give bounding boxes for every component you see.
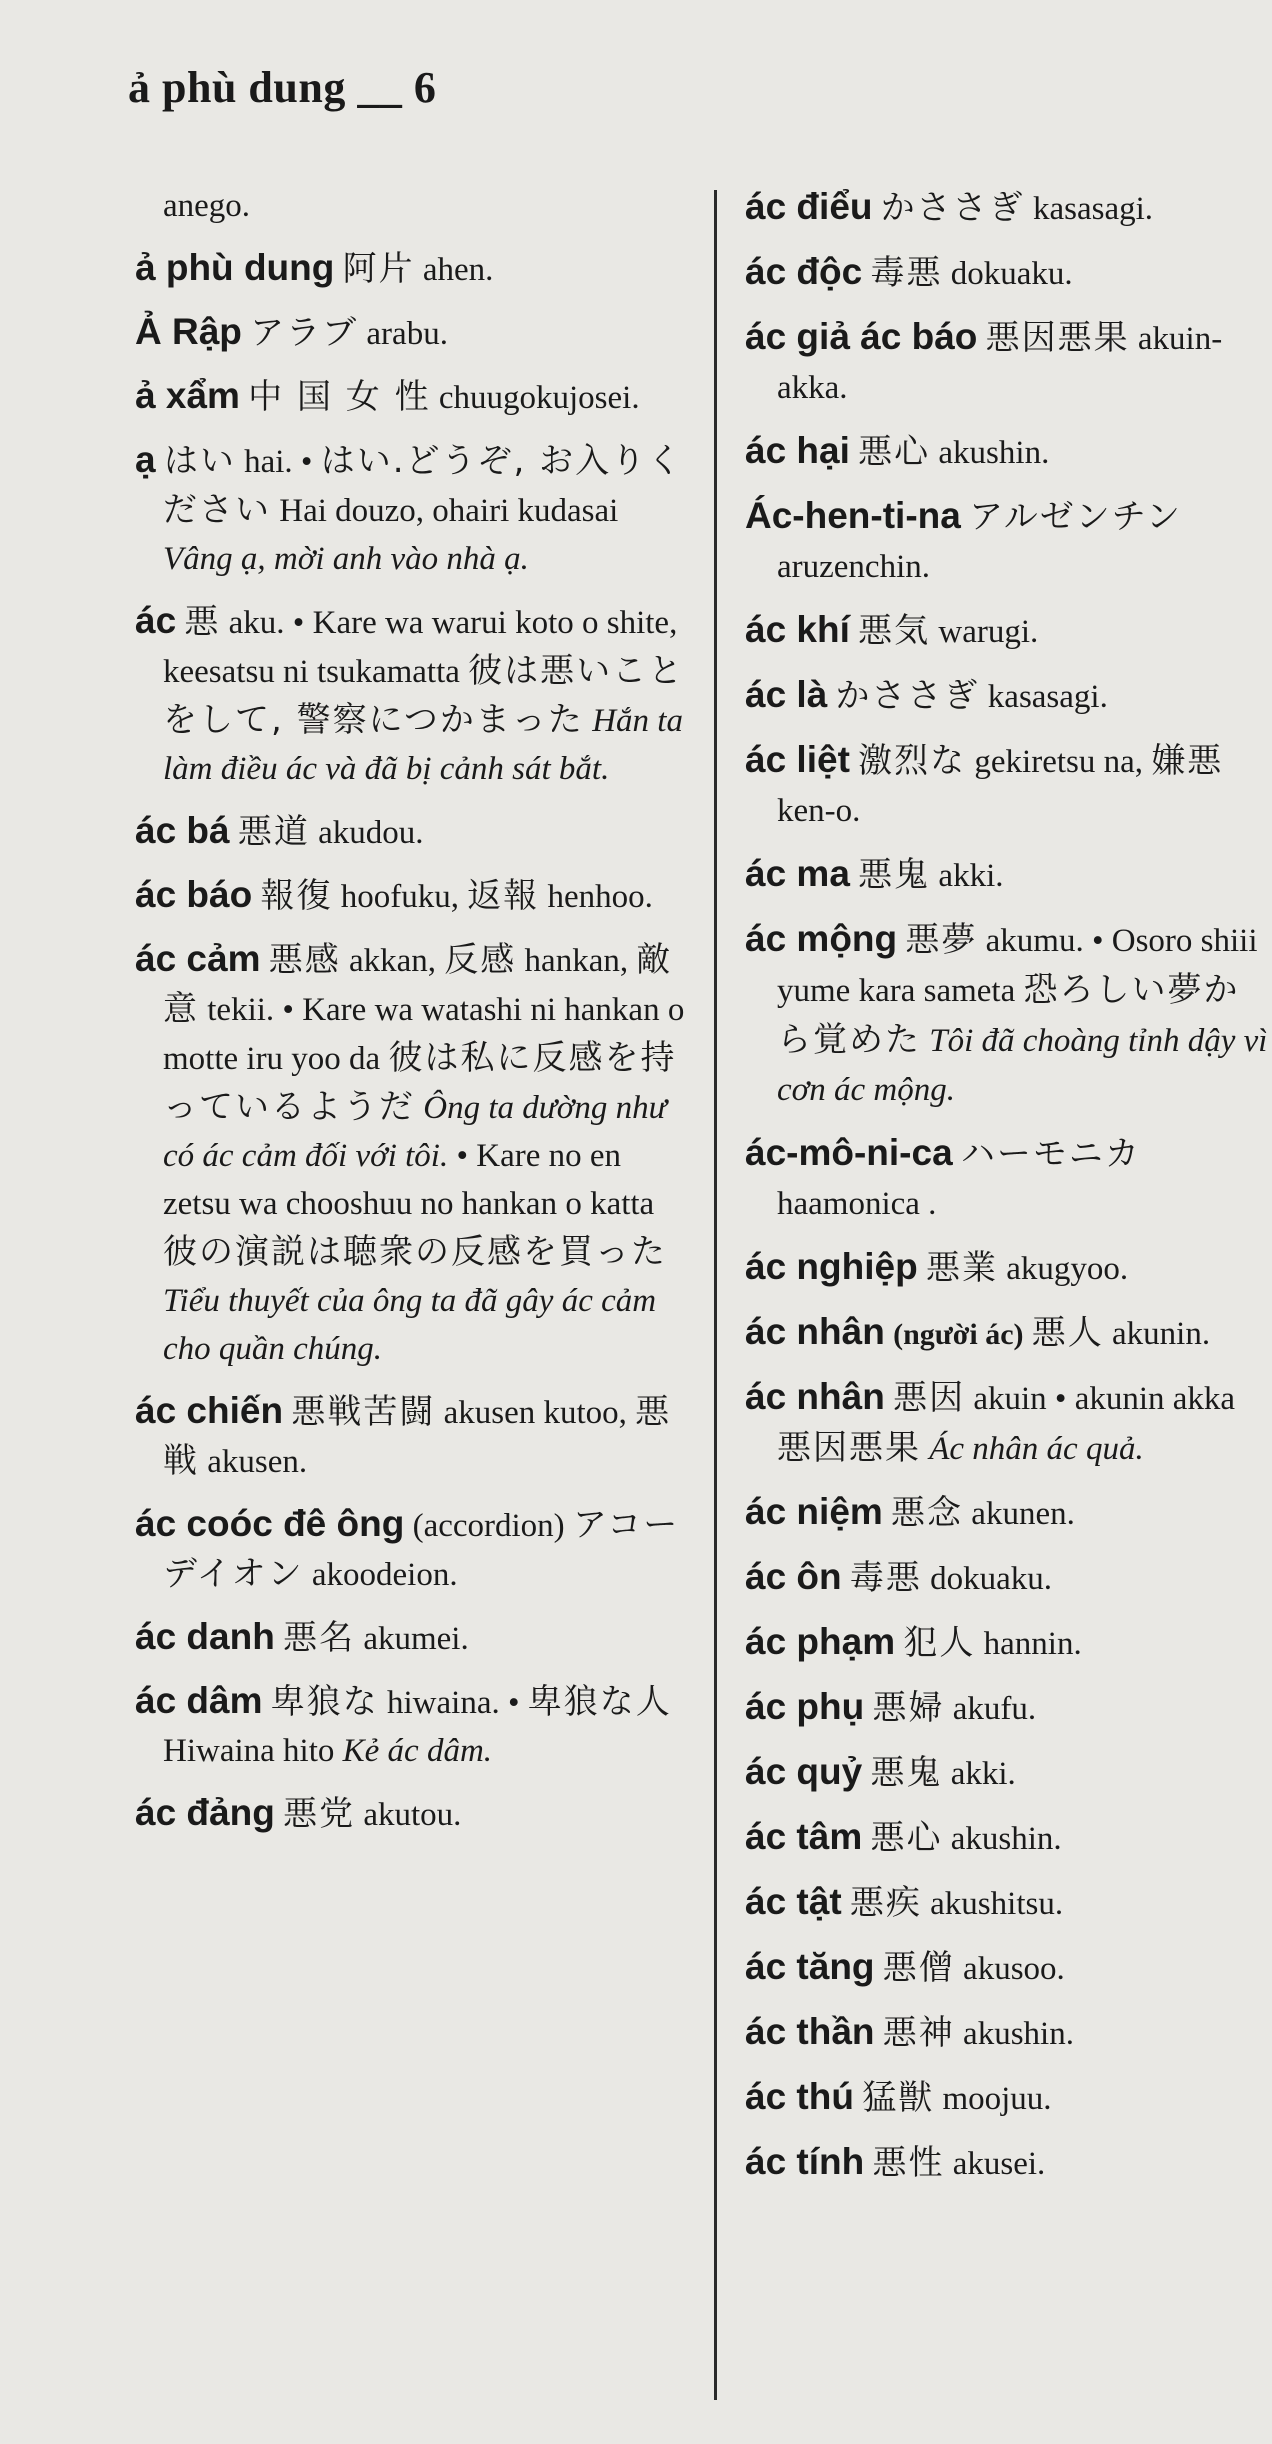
- romaji: akunin.: [1112, 1316, 1211, 1352]
- japanese: 猛獣: [862, 2078, 935, 2118]
- dictionary-entry: [745, 1877, 1272, 1929]
- romaji: ahen.: [422, 252, 494, 288]
- dictionary-entry: [135, 1613, 695, 1663]
- dictionary-entry: [135, 597, 695, 793]
- headword: ác hại: [745, 430, 850, 471]
- headword: ác báo: [135, 874, 253, 915]
- romaji: Hai douzo, ohairi kudasai: [279, 493, 619, 529]
- headword: ả xẩm: [135, 375, 240, 416]
- dictionary-entry: [745, 2072, 1272, 2124]
- japanese: かささぎ: [880, 188, 1025, 228]
- romaji: hoofuku,: [340, 879, 459, 915]
- japanese: 激烈な: [858, 741, 967, 781]
- japanese: 悪心: [870, 1818, 943, 1858]
- romaji: akki.: [950, 1756, 1016, 1792]
- vietnamese-example: Tôi đã choàng tỉnh dậy vì cơn ác mộng.: [777, 1023, 1268, 1108]
- japanese: 悪業: [925, 1248, 998, 1288]
- headword: Ả Rập: [135, 311, 242, 352]
- romaji: aku. • Kare wa warui koto o shite, keesatsu ni tsukamatta: [163, 605, 678, 690]
- dictionary-entry: [745, 1242, 1272, 1294]
- headword: ạ: [135, 439, 156, 480]
- dictionary-entry: [135, 1500, 695, 1599]
- japanese: 卑狼な人: [527, 1682, 672, 1722]
- japanese: 犯人: [903, 1623, 976, 1663]
- romaji: moojuu.: [942, 2081, 1052, 2117]
- headword: ác tăng: [745, 1946, 875, 1987]
- japanese: ハーモニカ: [960, 1134, 1141, 1174]
- headword: ác ôn: [745, 1556, 842, 1597]
- vietnamese-example: Hắn ta làm điều ác và đã bị cảnh sát bắt.: [163, 703, 683, 787]
- japanese: 嫌悪: [1151, 741, 1224, 781]
- dictionary-entry: [745, 1128, 1272, 1229]
- romaji: haamonica .: [777, 1186, 937, 1222]
- headword: ác danh: [135, 1616, 275, 1657]
- japanese: 悪戦苦闘: [291, 1392, 436, 1432]
- romaji: Hiwaina hito: [163, 1733, 335, 1769]
- japanese: 悪夢: [905, 920, 978, 960]
- dictionary-entry: [745, 426, 1272, 478]
- japanese: 悪僧: [882, 1948, 955, 1988]
- romaji: akunen.: [971, 1496, 1075, 1532]
- headword: ác đảng: [135, 1792, 275, 1833]
- romaji: kasasagi.: [1033, 191, 1154, 227]
- romaji: akumu. • Osoro shiii yume kara sameta: [777, 923, 1258, 1009]
- dictionary-entry: [745, 1812, 1272, 1864]
- japanese: 阿片: [342, 249, 415, 289]
- romaji: akki.: [938, 858, 1004, 894]
- japanese: かささぎ: [835, 676, 980, 716]
- dictionary-entry: [745, 491, 1272, 592]
- headword: ác mộng: [745, 918, 898, 959]
- dictionary-entry: [135, 1789, 695, 1839]
- japanese: アラブ: [250, 313, 359, 353]
- headword: ác liệt: [745, 739, 850, 780]
- dictionary-entry: [135, 1677, 695, 1775]
- headword: ác quỷ: [745, 1751, 863, 1792]
- romaji: akugyoo.: [1006, 1251, 1129, 1287]
- headword: ác thần: [745, 2011, 875, 2052]
- japanese: 彼の演説は聴衆の反感を買った: [163, 1232, 667, 1272]
- japanese: 彼は私に反感を持っているようだ: [163, 1038, 677, 1127]
- romaji: akushin.: [950, 1821, 1062, 1857]
- romaji: arabu.: [366, 316, 448, 352]
- japanese: 悪鬼: [870, 1753, 943, 1793]
- japanese: 恐ろしい夢から覚めた: [777, 970, 1240, 1060]
- dictionary-entry: [135, 182, 695, 230]
- headword: ác khí: [745, 609, 850, 650]
- japanese: 悪鬼: [858, 855, 931, 895]
- vietnamese-example: Kẻ ác dâm.: [342, 1733, 493, 1769]
- headword: ác: [135, 600, 177, 641]
- japanese: 悪: [184, 602, 221, 642]
- japanese: 悪因: [893, 1378, 966, 1418]
- headword: ác nhân: [745, 1376, 885, 1417]
- headword: ác ma: [745, 853, 850, 894]
- running-head: ả phù dung __ 6: [128, 63, 437, 112]
- romaji: henhoo.: [547, 879, 653, 915]
- vietnamese-example: Tiểu thuyết của ông ta đã gây ác cảm cho quần chúng.: [163, 1283, 657, 1367]
- romaji: akusen.: [207, 1444, 308, 1480]
- japanese: 悪念: [891, 1493, 964, 1533]
- romaji: chuugokujosei.: [438, 380, 640, 416]
- right-column: [745, 182, 1272, 2202]
- dictionary-entry: [745, 247, 1272, 299]
- usage-note: (accordion): [412, 1508, 565, 1544]
- dictionary-entry: [135, 935, 695, 1373]
- japanese: 悪感: [268, 940, 341, 980]
- dictionary-entry: [745, 914, 1272, 1115]
- dictionary-entry: [745, 1552, 1272, 1604]
- romaji: dokuaku.: [930, 1561, 1053, 1597]
- romaji: akumei.: [363, 1621, 469, 1657]
- romaji: ken-o.: [777, 793, 861, 829]
- dictionary-entry: [135, 807, 695, 857]
- japanese: 悪名: [283, 1618, 356, 1658]
- romaji: anego.: [163, 188, 251, 224]
- japanese: 敵意: [163, 940, 673, 1029]
- dictionary-entry: [745, 1942, 1272, 1994]
- japanese: 悪人: [1031, 1313, 1104, 1353]
- romaji: hankan,: [524, 943, 629, 979]
- dictionary-entry: [745, 1307, 1272, 1359]
- headword: ác dâm: [135, 1680, 263, 1721]
- romaji: akusen kutoo,: [443, 1395, 627, 1431]
- dictionary-entry: [745, 1487, 1272, 1539]
- dictionary-entry: [135, 871, 695, 921]
- romaji: akufu.: [952, 1691, 1037, 1727]
- romaji: akudou.: [318, 815, 424, 851]
- headword: Ác-hen-ti-na: [745, 495, 961, 536]
- romaji: warugi.: [938, 614, 1039, 650]
- romaji: hiwaina. •: [387, 1685, 520, 1721]
- headword: ác-mô-ni-ca: [745, 1132, 953, 1173]
- japanese: 悪婦: [872, 1688, 945, 1728]
- japanese: はい: [163, 441, 236, 481]
- romaji: hai. •: [244, 444, 321, 480]
- headword: ác phạm: [745, 1621, 896, 1662]
- romaji: akutou.: [363, 1797, 462, 1833]
- left-column: [135, 182, 695, 1853]
- dictionary-entry: [135, 436, 695, 583]
- japanese: 毒悪: [870, 253, 943, 293]
- dictionary-entry: [745, 670, 1272, 722]
- romaji: akushin.: [963, 2016, 1074, 2052]
- japanese: 悪戦: [163, 1392, 672, 1481]
- japanese: アコーデイオン: [163, 1505, 680, 1594]
- japanese: 悪性: [872, 2143, 945, 2183]
- dictionary-entry: [745, 735, 1272, 836]
- dictionary-entry: [745, 605, 1272, 657]
- japanese: 悪道: [237, 812, 310, 852]
- japanese: アルゼンチン: [969, 497, 1183, 537]
- headword: ác chiến: [135, 1390, 284, 1431]
- romaji: akuin • akunin akka: [973, 1381, 1236, 1417]
- japanese: 報復: [260, 876, 333, 916]
- headword: ác tính: [745, 2141, 865, 2182]
- usage-note: (người ác): [893, 1318, 1024, 1351]
- headword: ác giả ác báo: [745, 316, 978, 357]
- romaji: tekii. • Kare wa watashi ni hankan o motte iru yoo da: [163, 992, 685, 1077]
- headword: ác nghiệp: [745, 1246, 918, 1287]
- romaji: akushin.: [938, 435, 1050, 471]
- japanese: 悪党: [283, 1794, 356, 1834]
- dictionary-entry: [135, 1387, 695, 1486]
- dictionary-entry: [745, 182, 1272, 234]
- japanese: はい.どうぞ, お入りください: [163, 441, 684, 530]
- headword: ác tật: [745, 1881, 842, 1922]
- vietnamese-example: Ác nhân ác quả.: [929, 1431, 1144, 1467]
- romaji: gekiretsu na,: [974, 744, 1144, 780]
- headword: ác cảm: [135, 938, 261, 979]
- japanese: 悪神: [882, 2013, 955, 2053]
- dictionary-entry: [745, 2007, 1272, 2059]
- headword: ác độc: [745, 251, 863, 292]
- headword: ác là: [745, 674, 828, 715]
- romaji: akushitsu.: [930, 1886, 1064, 1922]
- japanese: 毒悪: [849, 1558, 922, 1598]
- japanese: 反感: [444, 940, 517, 980]
- dictionary-entry: [745, 1617, 1272, 1669]
- romaji: akusei.: [952, 2146, 1046, 2182]
- romaji: akoodeion.: [311, 1557, 458, 1593]
- romaji: aruzenchin.: [777, 549, 930, 585]
- romaji: akusoo.: [963, 1951, 1065, 1987]
- dictionary-entry: [745, 1747, 1272, 1799]
- vietnamese-example: Ông ta dường như có ác cảm đối với tôi.: [163, 1090, 667, 1174]
- dictionary-entry: [745, 312, 1272, 413]
- romaji: hannin.: [983, 1626, 1082, 1662]
- headword: ác điểu: [745, 186, 873, 227]
- headword: ác niệm: [745, 1491, 883, 1532]
- japanese: 悪疾: [849, 1883, 922, 1923]
- japanese: 悪気: [858, 611, 931, 651]
- japanese: 悪因悪果: [777, 1428, 921, 1468]
- headword: ác nhân: [745, 1311, 885, 1352]
- headword: ác coóc đê ông: [135, 1503, 405, 1544]
- headword: ác phụ: [745, 1686, 865, 1727]
- romaji: dokuaku.: [950, 256, 1073, 292]
- japanese: 卑狼な: [270, 1682, 379, 1722]
- headword: ả phù dung: [135, 247, 335, 288]
- vietnamese-example: Vâng ạ, mời anh vào nhà ạ.: [163, 541, 529, 577]
- dictionary-entry: [745, 2137, 1272, 2189]
- dictionary-entry: [745, 849, 1272, 901]
- romaji: akuin- akka.: [777, 321, 1223, 406]
- column-divider: [714, 190, 717, 2400]
- romaji: akkan,: [349, 943, 437, 979]
- japanese: 彼は悪いことをして, 警察につかまった: [163, 651, 685, 740]
- japanese: 返報: [467, 876, 540, 916]
- dictionary-entry: [135, 244, 695, 294]
- japanese: 悪因悪果: [985, 318, 1130, 358]
- japanese: 悪心: [858, 432, 931, 472]
- dictionary-entry: [745, 1682, 1272, 1734]
- japanese: 中 国 女 性: [248, 377, 431, 417]
- dictionary-entry: [135, 372, 695, 422]
- dictionary-entry: [135, 308, 695, 358]
- dictionary-entry: [745, 1372, 1272, 1474]
- headword: ác bá: [135, 810, 230, 851]
- romaji: kasasagi.: [987, 679, 1108, 715]
- headword: ác thú: [745, 2076, 854, 2117]
- romaji: • Kare no en zetsu wa chooshuu no hankan o katta: [163, 1138, 655, 1222]
- headword: ác tâm: [745, 1816, 863, 1857]
